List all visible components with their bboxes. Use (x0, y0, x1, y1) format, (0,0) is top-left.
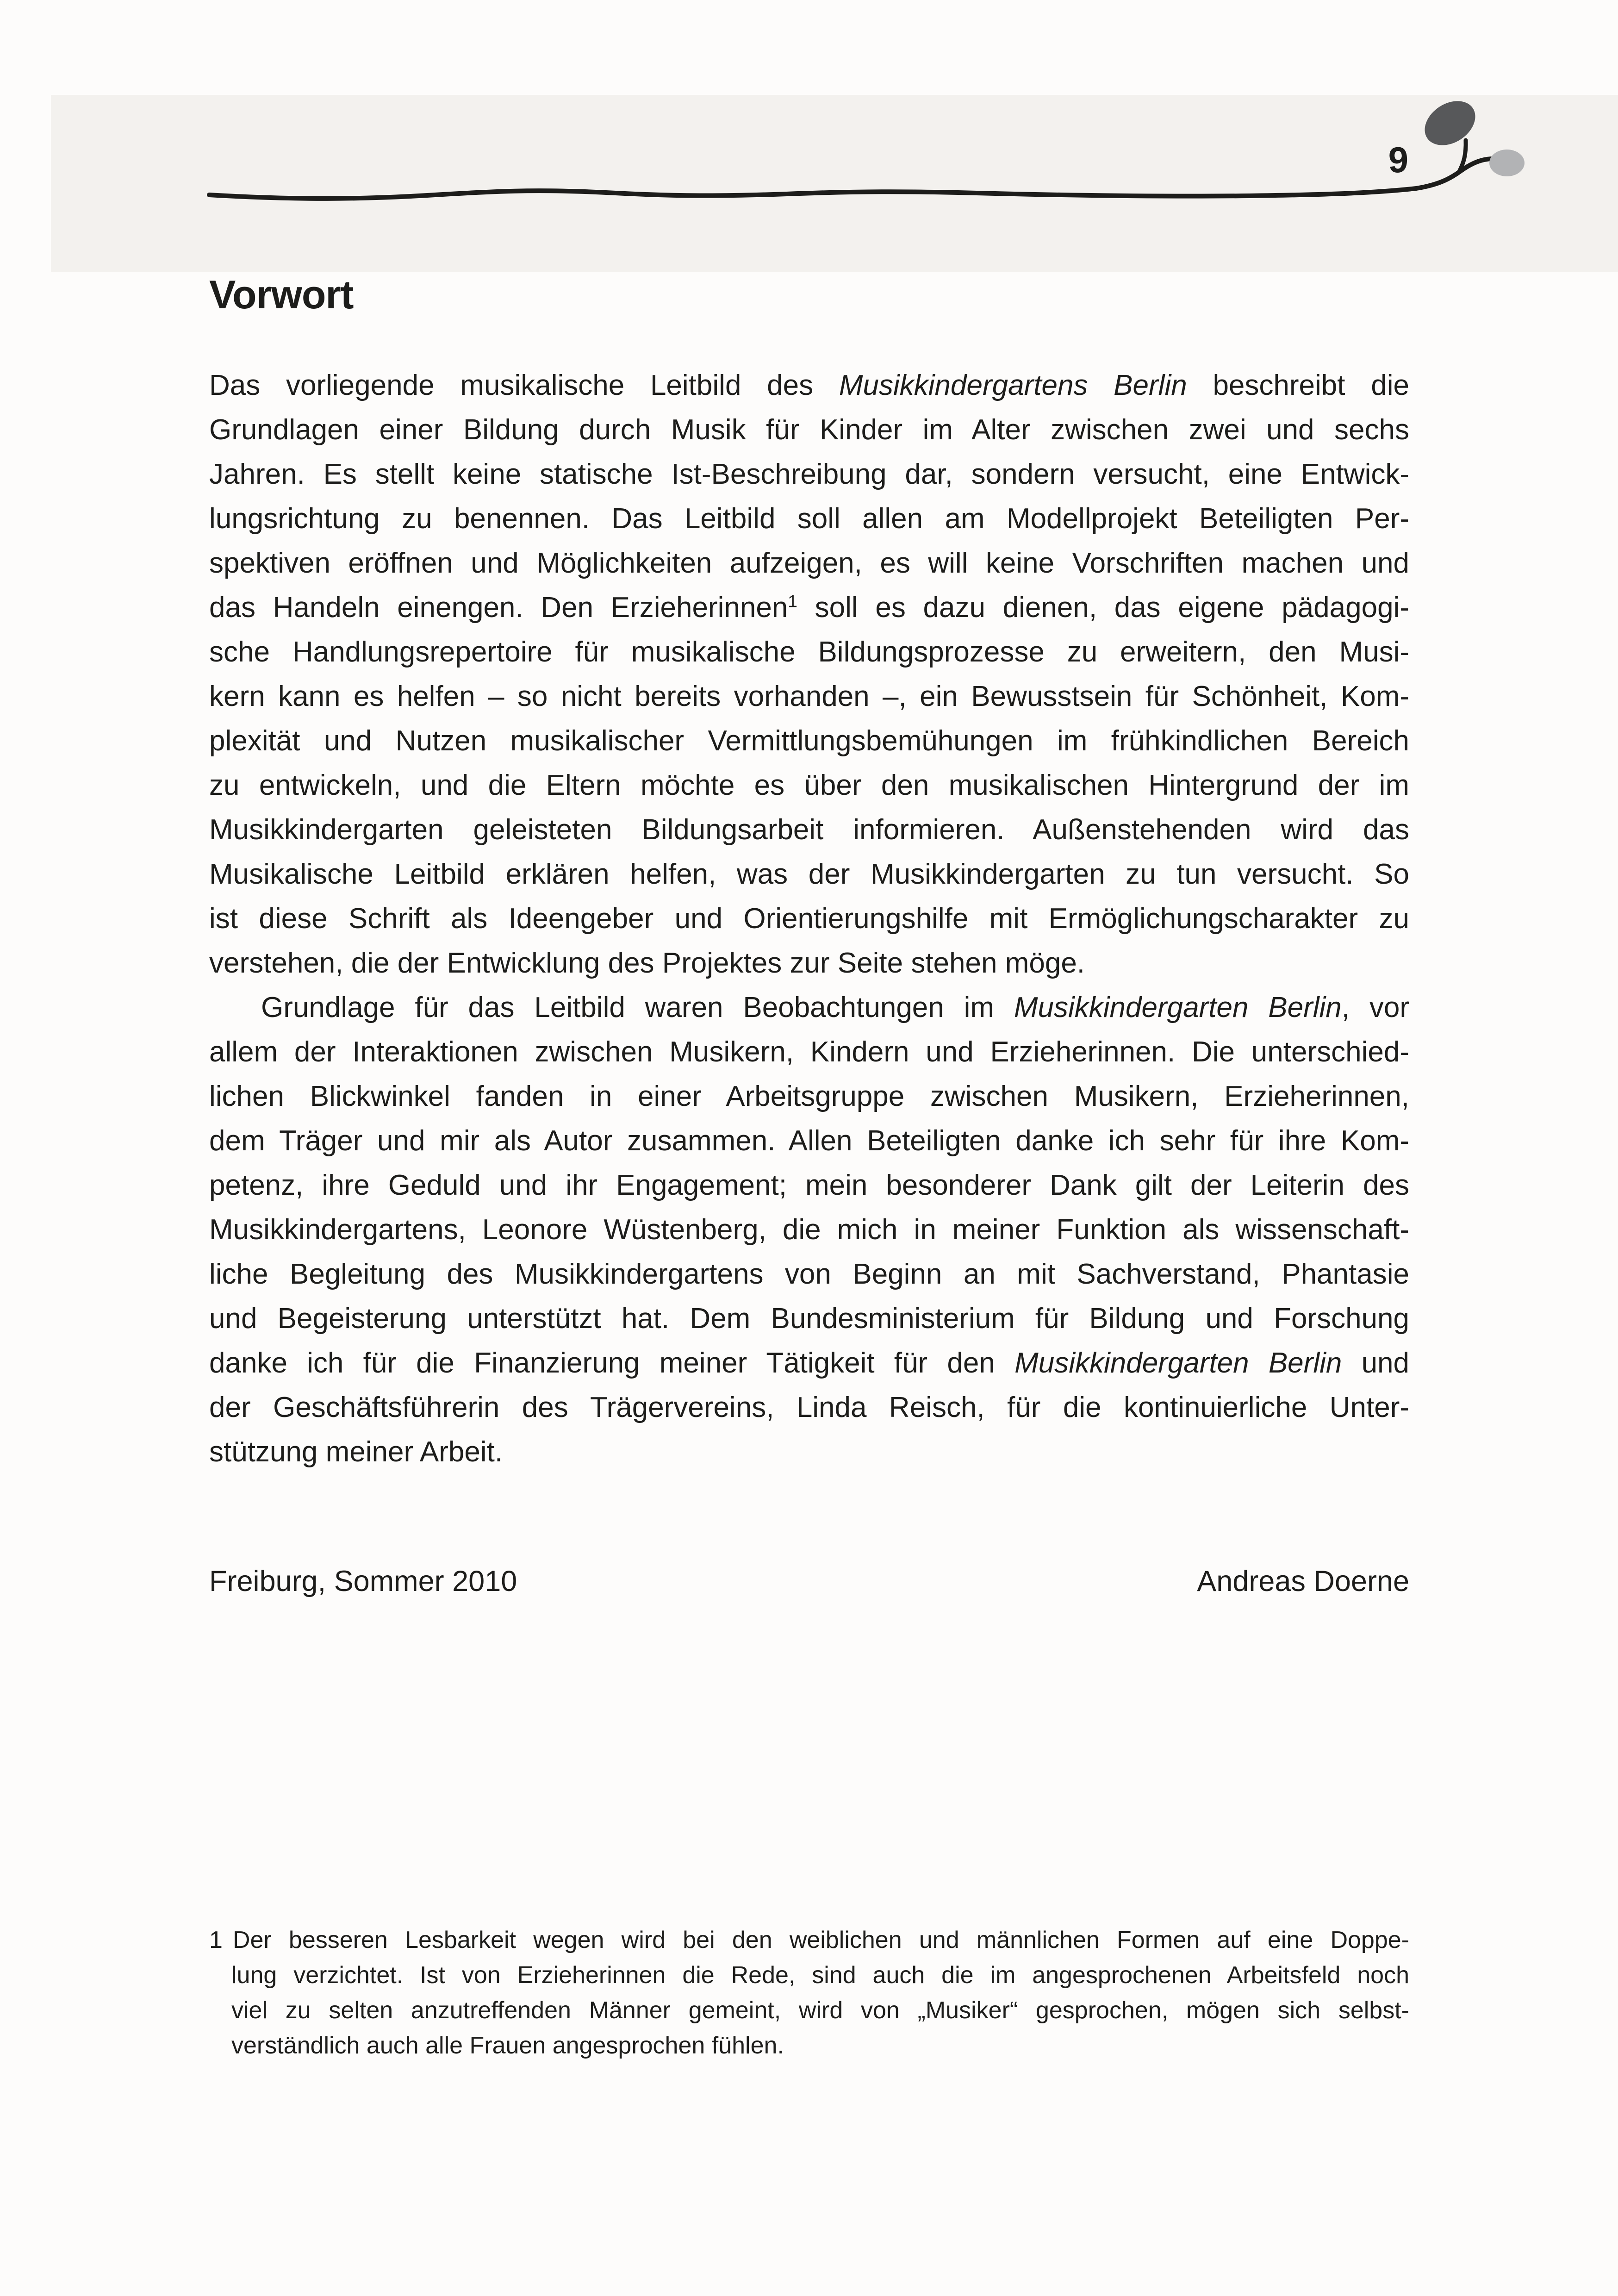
footnote-line: lung verzichtet. Ist von Erzieherinnen die Rede, sind auch die im angesprochenen Arbeitsfeld noch (231, 1962, 1409, 1989)
body-line: lungsrichtung zu benennen. Das Leitbild soll allen am Modellprojekt Beteiligten Per- (209, 503, 1409, 535)
body-line: verstehen, die der Entwicklung des Projektes zur Seite stehen möge. (209, 947, 1085, 979)
footnote-block (209, 1922, 1409, 2063)
body-line: sche Handlungsrepertoire für musikalische Bildungsprozesse zu erweitern, den Musi- (209, 636, 1409, 668)
body-line: Jahren. Es stellt keine statische Ist-Beschreibung dar, sondern versucht, eine Entwick- (209, 458, 1409, 490)
line-text: , vor (1341, 992, 1409, 1023)
body-line: Musikkindergarten geleisteten Bildungsarbeit informieren. Außenstehenden wird das (209, 814, 1409, 846)
body-line (209, 1341, 1409, 1385)
signature-place-date: Freiburg, Sommer 2010 (209, 1565, 517, 1597)
line-text: Das vorliegende musikalische Leitbild des (209, 369, 839, 401)
footnote-marker: 1 (209, 1927, 223, 1953)
footnote-ref: 1 (788, 591, 797, 611)
footnote-line (209, 1922, 1409, 1958)
body-line: der Geschäftsführerin des Trägervereins, Linda Reisch, für die kontinuierliche Unter- (209, 1391, 1409, 1423)
body-line: dem Träger und mir als Autor zusammen. Allen Beteiligten danke ich sehr für ihre Kom- (209, 1125, 1409, 1157)
line-text: danke ich für die Finanzierung meiner Tätigkeit für den (209, 1347, 1015, 1379)
body-line (209, 363, 1409, 408)
page-title: Vorwort (209, 273, 354, 317)
light-balloon-ellipse (1489, 150, 1525, 176)
line-text: soll es dazu dienen, das eigene pädagogi- (797, 592, 1409, 624)
line-text: und (1342, 1347, 1410, 1379)
body-line: stützung meiner Arbeit. (209, 1436, 503, 1468)
body-line: spektiven eröffnen und Möglichkeiten aufzeigen, es will keine Vorschriften machen und (209, 547, 1409, 579)
body-line: Musikalische Leitbild erklären helfen, was der Musikkindergarten zu tun versucht. So (209, 858, 1409, 890)
dark-balloon-ellipse (1417, 92, 1484, 155)
italic-term: Musikkindergarten Berlin (1014, 992, 1342, 1023)
line-text: Grundlage für das Leitbild waren Beobachtungen im (261, 992, 1014, 1023)
footnote-line: viel zu selten anzutreffenden Männer gemeint, wird von „Musiker“ gesprochen, mögen sich selbst- (231, 1997, 1409, 2024)
body-line: ist diese Schrift als Ideengeber und Orientierungshilfe mit Ermöglichungscharakter zu (209, 903, 1409, 935)
line-text: das Handeln einengen. Den Erzieherinnen (209, 592, 788, 624)
body-line: allem der Interaktionen zwischen Musikern, Kindern und Erzieherinnen. Die unterschied- (209, 1036, 1409, 1068)
footnote-text: Der besseren Lesbarkeit wegen wird bei den weiblichen und männlichen Formen auf eine Doppe- (232, 1927, 1409, 1953)
italic-term: Musikkindergarten Berlin (1014, 1347, 1342, 1379)
body-line: petenz, ihre Geduld und ihr Engagement; mein besonderer Dank gilt der Leiterin des (209, 1169, 1409, 1201)
footnote-line: verständlich auch alle Frauen angesprochen fühlen. (231, 2032, 784, 2059)
body-line: zu entwickeln, und die Eltern möchte es über den musikalischen Hintergrund der im (209, 769, 1409, 801)
body-line: plexität und Nutzen musikalischer Vermittlungsbemühungen im frühkindlichen Bereich (209, 725, 1409, 757)
body-line: liche Begleitung des Musikkindergartens von Beginn an mit Sachverstand, Phantasie (209, 1258, 1409, 1290)
body-line: und Begeisterung unterstützt hat. Dem Bundesministerium für Bildung und Forschung (209, 1303, 1409, 1335)
body-line: Musikkindergartens, Leonore Wüstenberg, die mich in meiner Funktion als wissenschaft- (209, 1214, 1409, 1246)
body-line (209, 586, 1409, 630)
body-line: kern kann es helfen – so nicht bereits vorhanden –, ein Bewusstsein für Schönheit, Kom- (209, 680, 1409, 712)
page-number: 9 (1388, 139, 1408, 180)
body-line: Grundlagen einer Bildung durch Musik für Kinder im Alter zwischen zwei und sechs (209, 414, 1409, 446)
line-text: beschreibt die (1187, 369, 1409, 401)
preface-text (209, 363, 1409, 1474)
body-line (209, 986, 1409, 1030)
italic-term: Musikkindergartens Berlin (839, 369, 1187, 401)
signature-row (209, 1559, 1409, 1603)
body-line: lichen Blickwinkel fanden in einer Arbeitsgruppe zwischen Musikern, Erzieherinnen, (209, 1080, 1409, 1112)
signature-author: Andreas Doerne (1197, 1565, 1409, 1597)
